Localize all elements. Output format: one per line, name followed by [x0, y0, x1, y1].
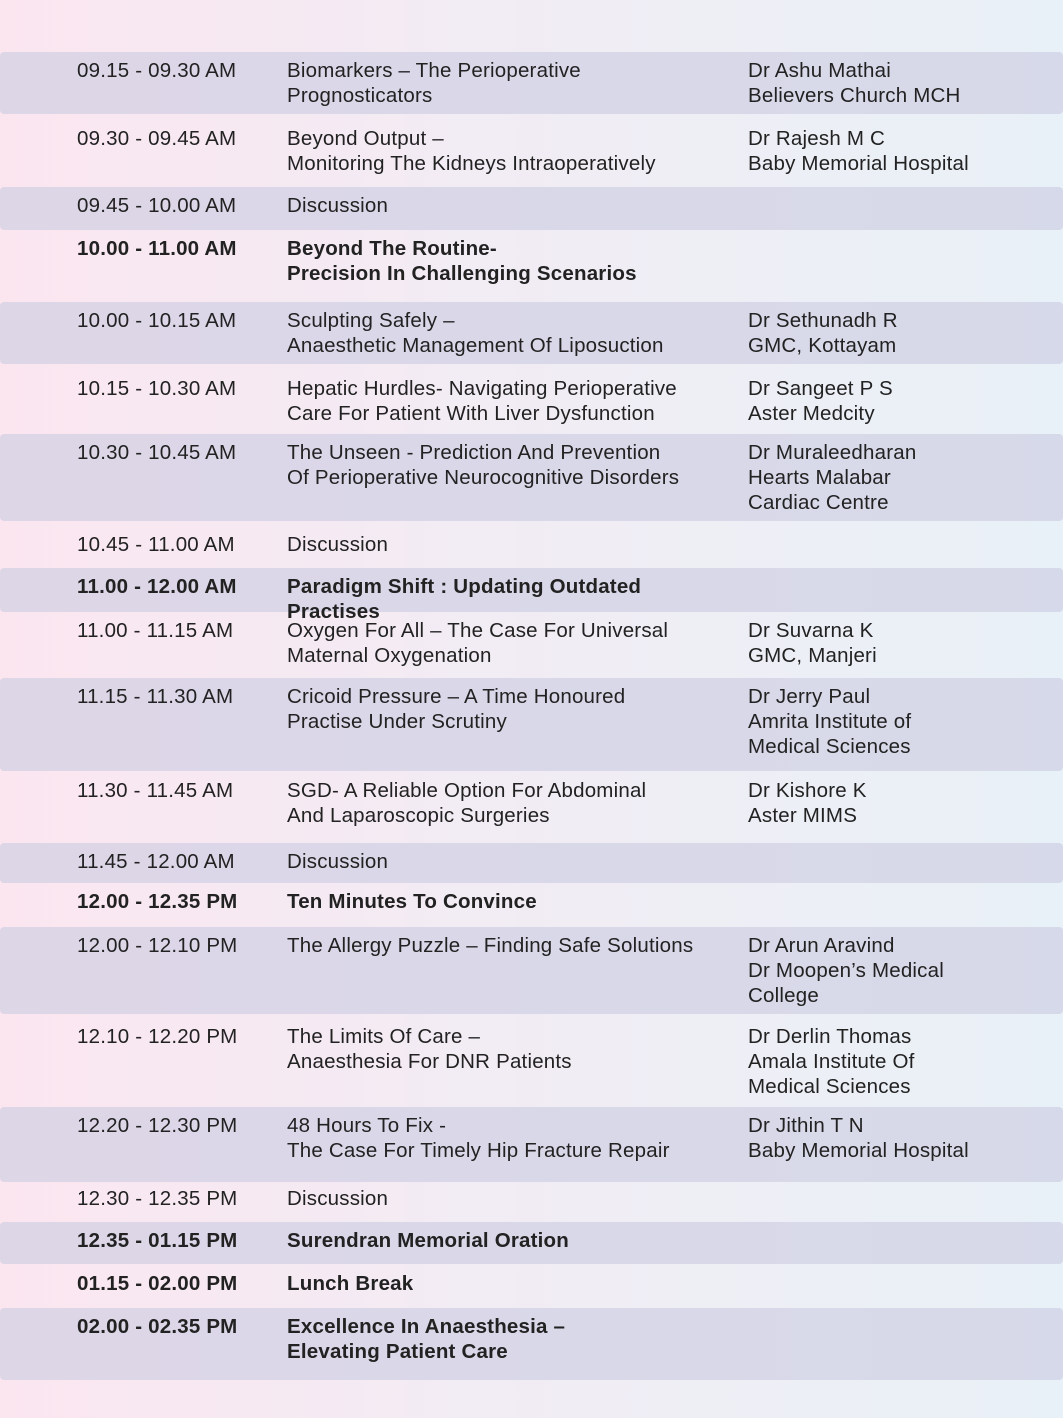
session-time: 10.45 - 11.00 AM [77, 533, 235, 556]
session-time: 11.00 - 12.00 AM [77, 575, 237, 598]
session-speaker: Dr Rajesh M C Baby Memorial Hospital [748, 127, 969, 175]
session-speaker: Dr Muraleedharan Hearts Malabar Cardiac Centre [748, 441, 917, 514]
schedule-row [0, 927, 1063, 1014]
session-title: The Unseen - Prediction And Prevention Of Perioperative Neurocognitive Disorders [287, 441, 680, 489]
session-header-row [0, 883, 1063, 926]
schedule-row [0, 772, 1063, 840]
session-title: Paradigm Shift : Updating Outdated Practises [287, 575, 642, 623]
session-time: 12.00 - 12.10 PM [77, 934, 238, 957]
session-title: The Limits Of Care – Anaesthesia For DNR Patients [287, 1025, 572, 1073]
session-title: Discussion [287, 194, 389, 217]
schedule-row [0, 370, 1063, 432]
session-title: Oxygen For All – The Case For Universal Maternal Oxygenation [287, 619, 669, 667]
session-speaker: Dr Derlin Thomas Amala Institute Of Medical Sciences [748, 1025, 915, 1098]
session-header-row [0, 1222, 1063, 1264]
session-title: Beyond The Routine- Precision In Challenging Scenarios [287, 237, 637, 285]
session-title: Excellence In Anaesthesia – Elevating Patient Care [287, 1315, 566, 1363]
schedule-row [0, 678, 1063, 771]
session-header-row [0, 1265, 1063, 1305]
session-time: 09.45 - 10.00 AM [77, 194, 237, 217]
schedule-row [0, 434, 1063, 521]
session-title: Discussion [287, 850, 389, 873]
session-title: Biomarkers – The Perioperative Prognosticators [287, 59, 581, 107]
session-speaker: Dr Ashu Mathai Believers Church MCH [748, 59, 961, 107]
session-time: 11.45 - 12.00 AM [77, 850, 235, 873]
session-header-row [0, 1308, 1063, 1380]
schedule-row [0, 1180, 1063, 1220]
session-title: Lunch Break [287, 1272, 414, 1295]
session-title: SGD- A Reliable Option For Abdominal And Laparoscopic Surgeries [287, 779, 647, 827]
session-title: Cricoid Pressure – A Time Honoured Practise Under Scrutiny [287, 685, 626, 733]
session-title: Sculpting Safely – Anaesthetic Management Of Liposuction [287, 309, 664, 357]
schedule-row [0, 1107, 1063, 1182]
session-speaker: Dr Jerry Paul Amrita Institute of Medical Sciences [748, 685, 912, 758]
session-title: The Allergy Puzzle – Finding Safe Solutions [287, 934, 694, 957]
session-speaker: Dr Suvarna K GMC, Manjeri [748, 619, 877, 667]
session-title: Hepatic Hurdles- Navigating Perioperative Care For Patient With Liver Dysfunction [287, 377, 677, 425]
session-speaker: Dr Kishore K Aster MIMS [748, 779, 867, 827]
session-time: 10.30 - 10.45 AM [77, 441, 237, 464]
session-time: 10.00 - 11.00 AM [77, 237, 237, 260]
schedule-row [0, 120, 1063, 182]
session-time: 09.15 - 09.30 AM [77, 59, 237, 82]
schedule-row [0, 52, 1063, 114]
session-title: Discussion [287, 1187, 389, 1210]
session-title: Ten Minutes To Convince [287, 890, 537, 913]
session-time: 10.00 - 10.15 AM [77, 309, 237, 332]
session-title: 48 Hours To Fix - The Case For Timely Hip Fracture Repair [287, 1114, 670, 1162]
session-time: 12.10 - 12.20 PM [77, 1025, 238, 1048]
schedule-row [0, 843, 1063, 883]
schedule-row [0, 302, 1063, 364]
session-speaker: Dr Jithin T N Baby Memorial Hospital [748, 1114, 969, 1162]
session-speaker: Dr Arun Aravind Dr Moopen’s Medical College [748, 934, 944, 1007]
session-speaker: Dr Sethunadh R GMC, Kottayam [748, 309, 898, 357]
session-header-row [0, 230, 1063, 298]
session-title: Beyond Output – Monitoring The Kidneys Intraoperatively [287, 127, 656, 175]
schedule-row [0, 1018, 1063, 1105]
session-header-row [0, 568, 1063, 623]
session-time: 11.30 - 11.45 AM [77, 779, 234, 802]
session-title: Discussion [287, 533, 389, 556]
session-time: 12.30 - 12.35 PM [77, 1187, 238, 1210]
schedule-row [0, 612, 1063, 676]
session-time: 12.00 - 12.35 PM [77, 890, 238, 913]
session-speaker: Dr Sangeet P S Aster Medcity [748, 377, 893, 425]
schedule-row [0, 526, 1063, 566]
session-time: 09.30 - 09.45 AM [77, 127, 237, 150]
session-time: 12.35 - 01.15 PM [77, 1229, 238, 1252]
schedule-row [0, 187, 1063, 230]
session-time: 11.15 - 11.30 AM [77, 685, 234, 708]
session-time: 12.20 - 12.30 PM [77, 1114, 238, 1137]
session-time: 01.15 - 02.00 PM [77, 1272, 238, 1295]
session-title: Surendran Memorial Oration [287, 1229, 569, 1252]
session-time: 02.00 - 02.35 PM [77, 1315, 238, 1338]
session-time: 10.15 - 10.30 AM [77, 377, 237, 400]
session-time: 11.00 - 11.15 AM [77, 619, 234, 642]
